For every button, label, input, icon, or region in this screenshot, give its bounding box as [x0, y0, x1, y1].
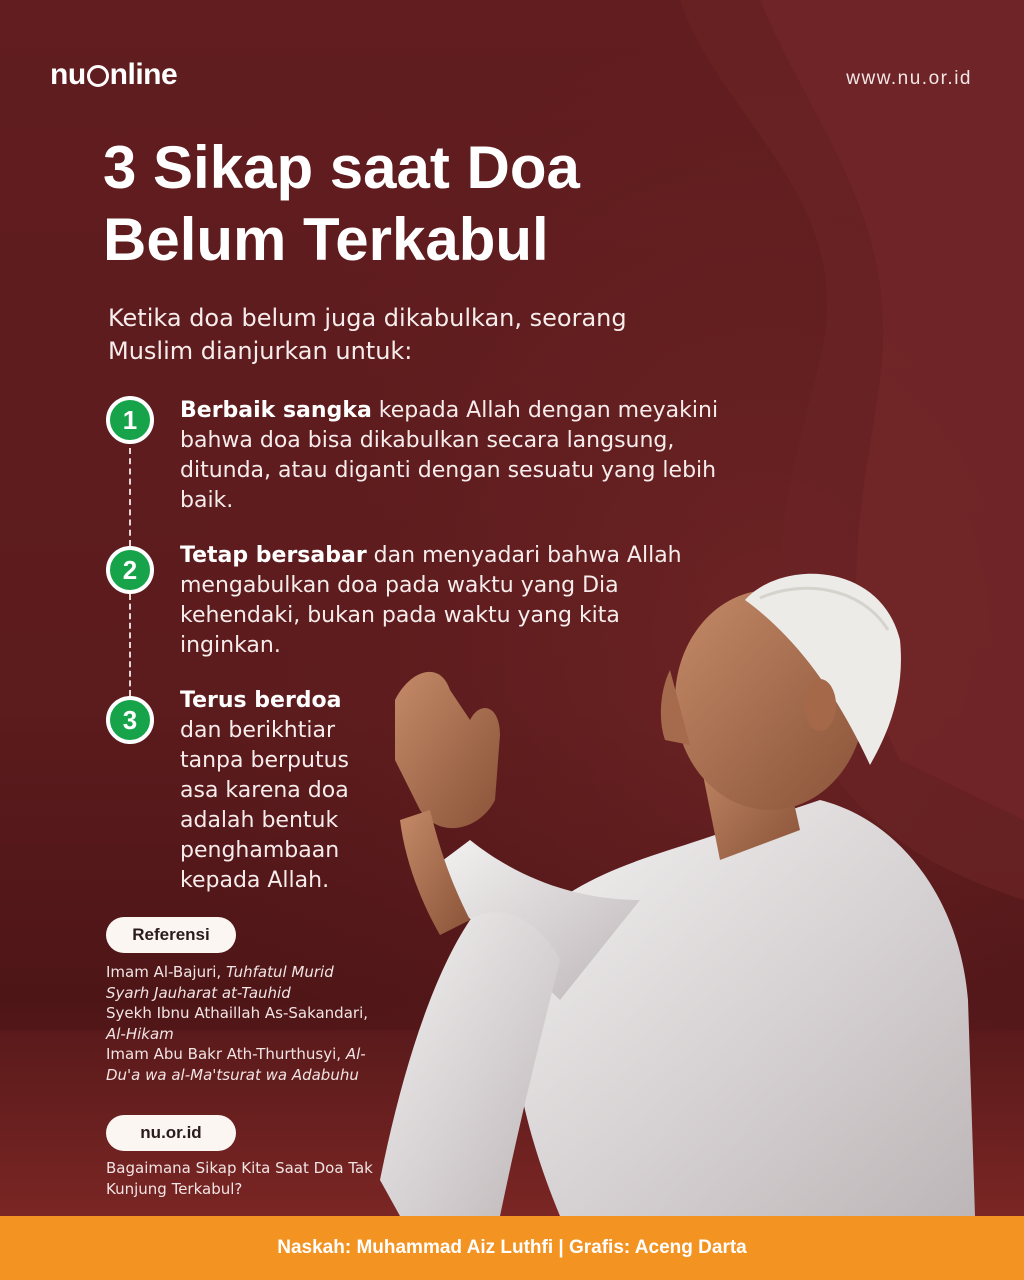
references-label: Referensi [106, 917, 236, 953]
title-line-1: 3 Sikap saat Doa [103, 134, 580, 201]
item-text: dan menyadari bahwa Allah mengabulkan doa pada waktu yang Dia kehendaki, bukan pada waktu yang kita inginkan. [180, 543, 682, 658]
logo-o-icon [87, 65, 109, 87]
intro-text: Ketika doa belum juga dikabulkan, seorang Muslim dianjurkan untuk: [108, 304, 627, 365]
reference-entry [106, 1044, 376, 1085]
step-number-badge: 3 [106, 696, 154, 744]
reference-entry [106, 962, 376, 1003]
nu-online-logo [50, 58, 177, 92]
list-item [180, 541, 720, 661]
item-text: kepada Allah dengan meyakini bahwa doa bisa dikabulkan secara langsung, ditunda, atau diganti dengan sesuatu yang lebih baik. [180, 398, 719, 513]
item-bold-text: Terus berdoa [180, 688, 342, 713]
logo-text-pre: nu [50, 58, 86, 91]
step-number-badge: 2 [106, 546, 154, 594]
step-connector [129, 594, 131, 696]
list-item [180, 686, 360, 896]
reference-work: Al-Du'a wa al-Ma'tsurat wa Adabuhu [106, 1045, 366, 1084]
list-item [180, 396, 720, 516]
reference-work: Al-Hikam [106, 1024, 174, 1043]
step-connector [129, 448, 131, 546]
credits-footer: Naskah: Muhammad Aiz Luthfi | Grafis: Aceng Darta [0, 1216, 1024, 1280]
source-article-title: Bagaimana Sikap Kita Saat Doa Tak Kunjung Terkabul? [106, 1159, 373, 1198]
item-bold-text: Tetap bersabar [180, 543, 367, 568]
reference-entry [106, 1003, 376, 1044]
reference-author: Syekh Ibnu Athaillah As-Sakandari, [106, 1004, 369, 1022]
logo-text-post: nline [109, 58, 178, 91]
item-bold-text: Berbaik sangka [180, 398, 372, 423]
reference-author: Imam Abu Bakr Ath-Thurthusyi, [106, 1045, 346, 1063]
reference-work: Tuhfatul Murid Syarh Jauharat at-Tauhid [106, 963, 334, 1002]
website-url: www.nu.or.id [846, 68, 972, 89]
item-text: dan berikhtiar tanpa berputus asa karena doa adalah bentuk penghambaan kepada Allah. [180, 718, 349, 893]
page-title [103, 132, 743, 276]
reference-author: Imam Al-Bajuri, [106, 963, 226, 981]
references-list [106, 962, 376, 1085]
source-label: nu.or.id [106, 1115, 236, 1151]
step-number-badge: 1 [106, 396, 154, 444]
title-line-2: Belum Terkabul [103, 206, 549, 273]
